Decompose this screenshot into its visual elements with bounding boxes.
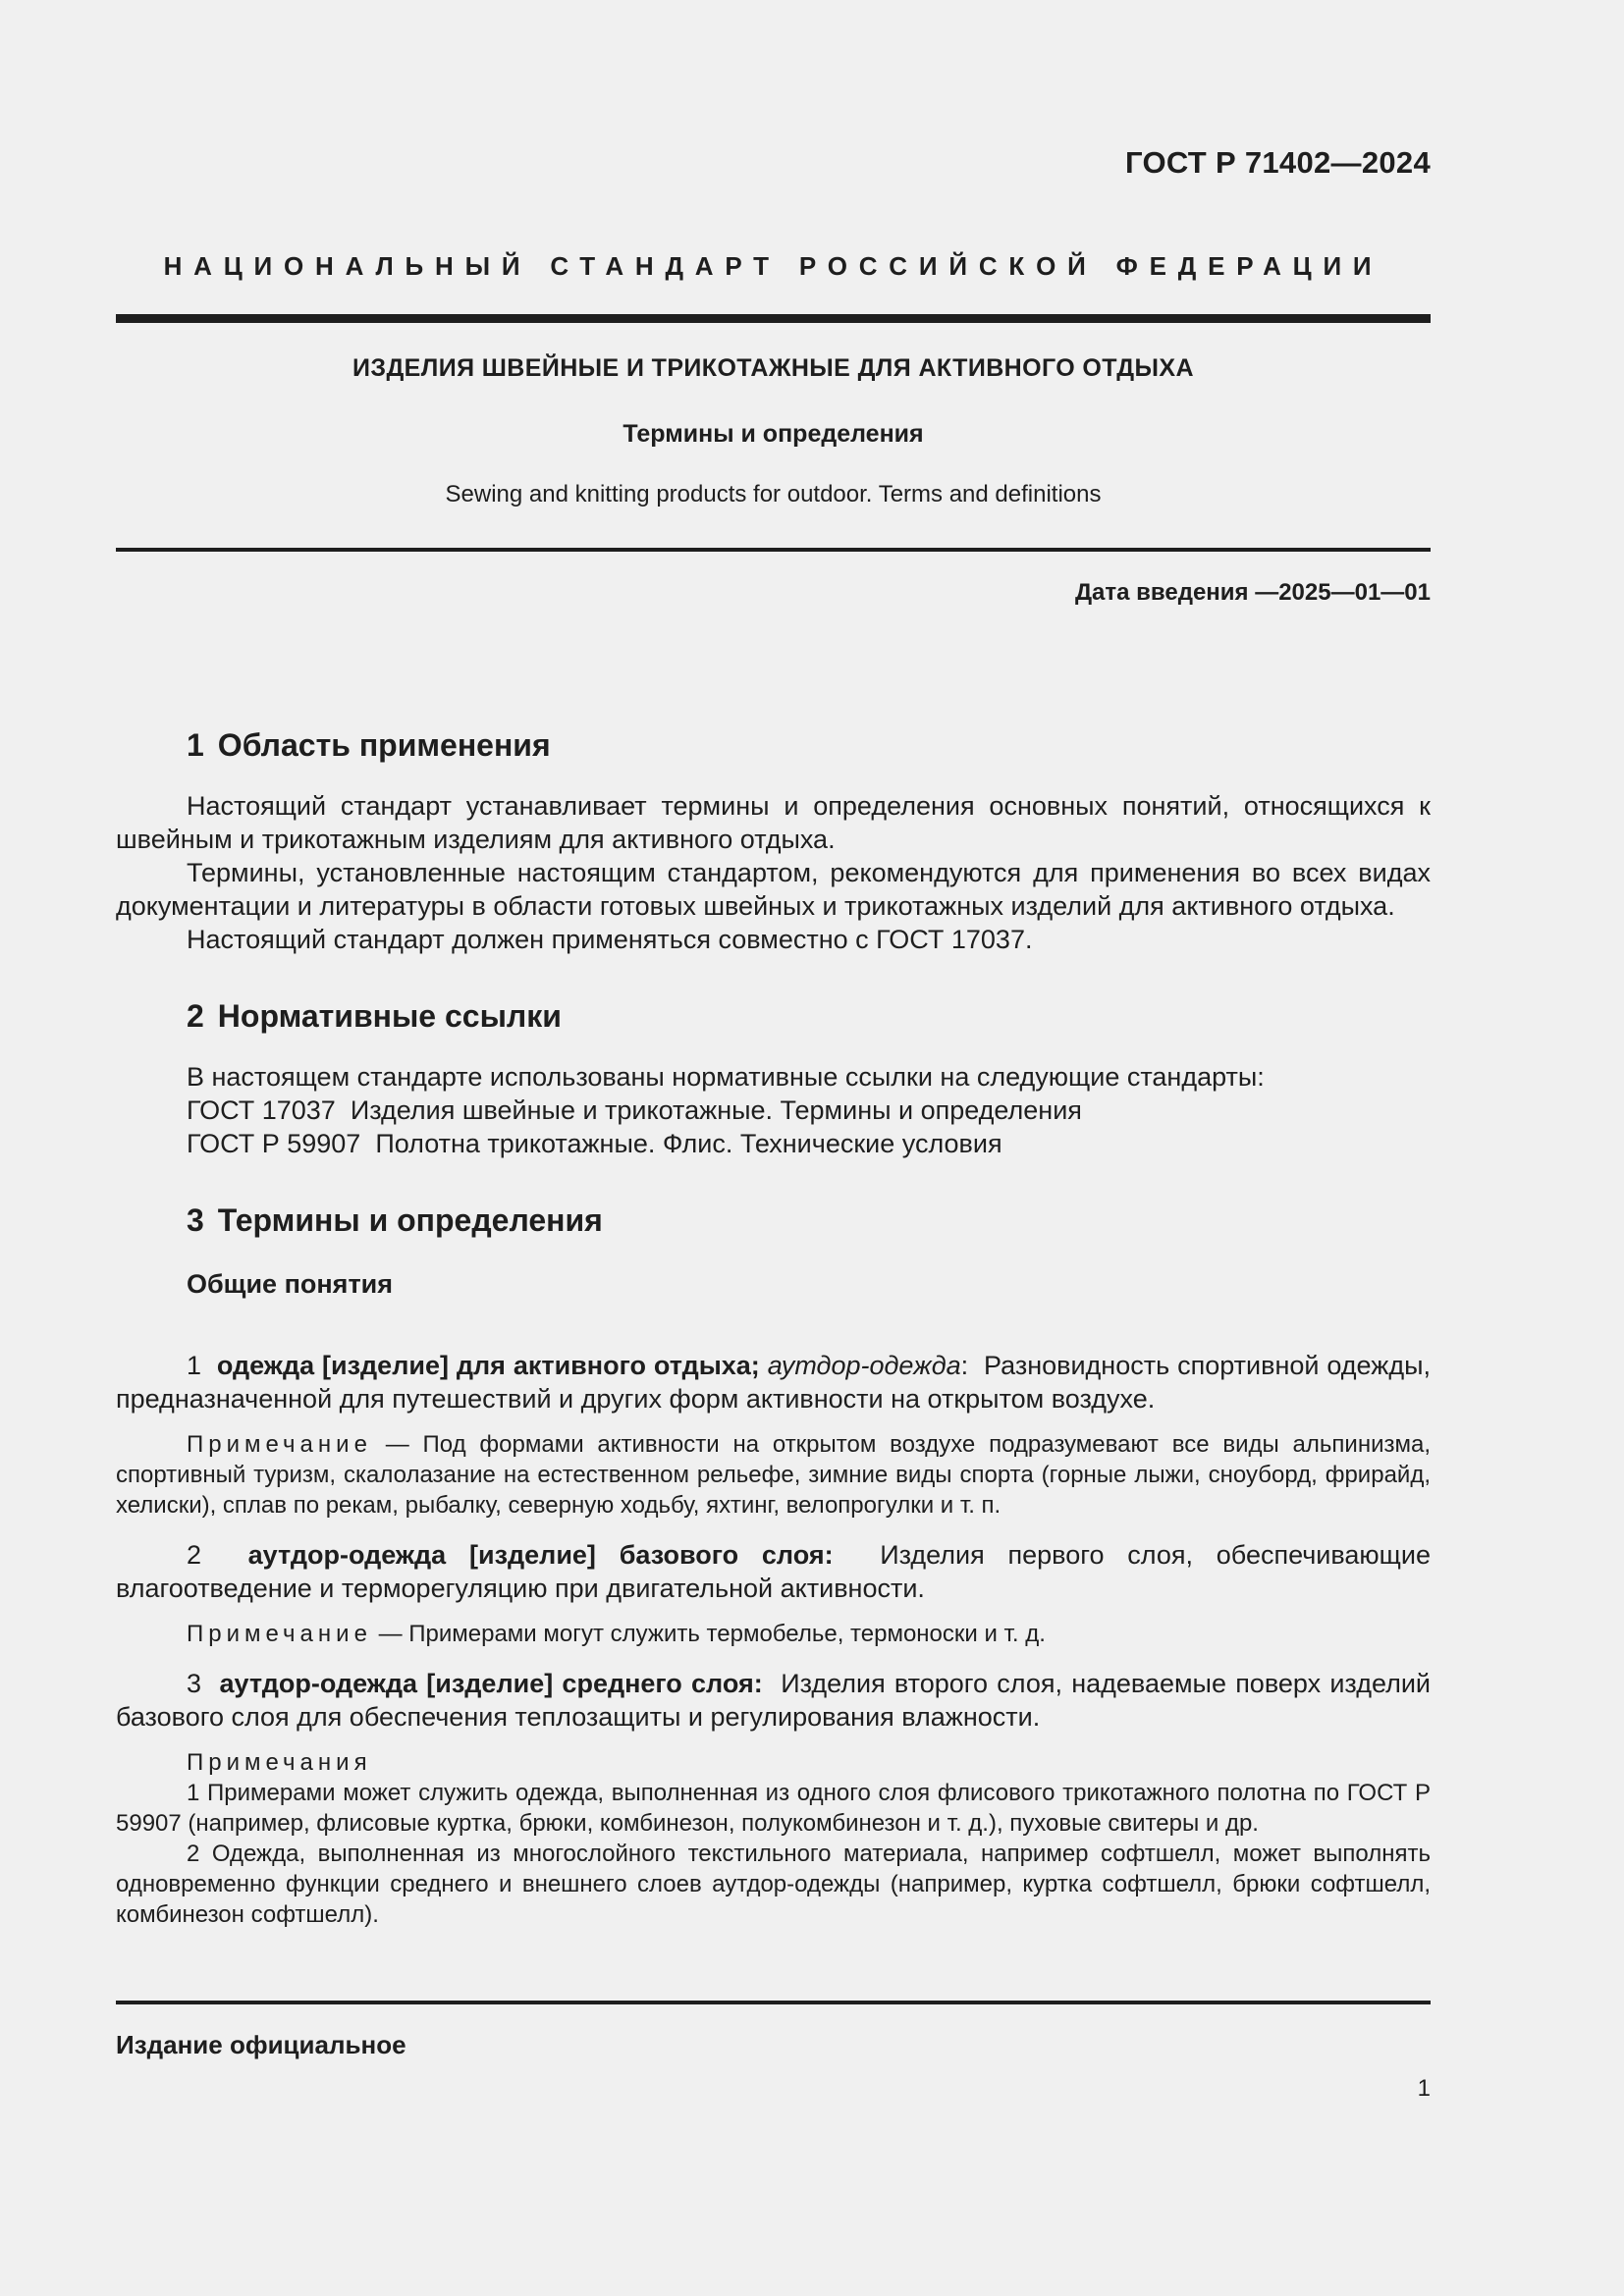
paragraph: Термины, установленные настоящим стандартом, рекомендуются для применения во всех видах документации и литературы в области готовых швейных и трикотажных изделий для активного отдыха. — [116, 858, 1431, 921]
section-number: 2 — [187, 998, 204, 1034]
document-subtitle: Термины и определения — [623, 420, 924, 448]
section-title: Область применения — [217, 727, 551, 763]
section-heading — [187, 993, 1431, 1039]
section-number: 3 — [187, 1202, 204, 1238]
definition-text: Изделия второго слоя, надеваемые поверх изделий базового слоя для обеспечения теплозащиты и регулирования влажности. — [116, 1669, 1431, 1732]
section-title: Термины и определения — [217, 1202, 603, 1238]
footer-rule — [116, 2001, 1431, 2004]
reference-item — [187, 1094, 1431, 1127]
document-body — [116, 722, 1431, 1930]
term-definition — [116, 1538, 1431, 1605]
term-name: одежда [изделие] для активного отдыха; — [216, 1351, 760, 1380]
section-heading — [187, 722, 1431, 768]
term-number: 1 — [187, 1351, 202, 1380]
definition-text: Изделия первого слоя, обеспечивающие влагоотведение и терморегуляцию при двигательной активности. — [116, 1540, 1431, 1603]
reference-code: ГОСТ Р 59907 — [187, 1129, 361, 1158]
term-name: аутдор-одежда [изделие] базового слоя: — [247, 1540, 834, 1570]
reference-item — [187, 1127, 1431, 1160]
reference-title: Полотна трикотажные. Флис. Технические условия — [375, 1129, 1002, 1158]
page-number: 1 — [1417, 2075, 1431, 2102]
note-label: Примечание — [187, 1621, 372, 1647]
term-entry — [116, 1538, 1431, 1649]
title-rule — [116, 548, 1431, 552]
reference-code: ГОСТ 17037 — [187, 1095, 336, 1125]
document-title-english: Sewing and knitting products for outdoor. Terms and definitions — [445, 481, 1102, 507]
term-entry — [116, 1667, 1431, 1930]
note-item: 2 Одежда, выполненная из многослойного текстильного материала, например софтшелл, может выполнять одновременно функции среднего и внешнего слоев аутдор-одежды (например, куртка софтшелл, брюки софтшелл, комбинезон софтшелл). — [116, 1841, 1431, 1928]
section-heading — [187, 1198, 1431, 1243]
term-notes — [116, 1747, 1431, 1930]
definition-text: Разновидность спортивной одежды, предназначенной для путешествий и других форм активности на открытом воздухе. — [116, 1351, 1431, 1414]
notes-label: Примечания — [187, 1749, 372, 1776]
note-text: — Под формами активности на открытом воздухе подразумевают все виды альпинизма, спортивный туризм, скалолазание на естественном рельефе, зимние виды спорта (горные лыжи, сноуборд, фрирайд, хелиски), сплав по рекам, рыбалку, северную ходьбу, яхтинг, велопрогулки и т. п. — [116, 1431, 1431, 1519]
header-rule — [116, 314, 1431, 323]
term-definition: 1 одежда [изделие] для активного отдыха; аутдор-одежда: Разновидность спортивной одежды, предназначенной для путешествий и других форм активности на открытом воздухе. — [116, 1351, 1431, 1414]
paragraph: Настоящий стандарт устанавливает термины и определения основных понятий, относящихся к швейным и трикотажным изделиям для активного отдыха. — [116, 791, 1431, 854]
standard-designation: ГОСТ Р 71402—2024 — [1125, 145, 1431, 180]
term-number: 2 — [187, 1540, 202, 1570]
paragraph: Настоящий стандарт должен применяться совместно с ГОСТ 17037. — [187, 925, 1033, 954]
section-normative-references — [116, 993, 1431, 1160]
note-item: 1 Примерами может служить одежда, выполненная из одного слоя флисового трикотажного полотна по ГОСТ Р 59907 (например, флисовые куртка, брюки, комбинезон, полукомбинезон и т. д.), пуховые свитеры и др. — [116, 1780, 1431, 1837]
official-edition-label: Издание официальное — [116, 2030, 406, 2059]
note-text: — Примерами могут служить термобелье, термоноски и т. д. — [378, 1621, 1046, 1647]
references-intro: В настоящем стандарте использованы нормативные ссылки на следующие стандарты: — [187, 1062, 1265, 1092]
term-name: аутдор-одежда [изделие] среднего слоя: — [219, 1669, 763, 1698]
section-number: 1 — [187, 727, 204, 763]
section-scope — [116, 722, 1431, 956]
document-title: ИЗДЕЛИЯ ШВЕЙНЫЕ И ТРИКОТАЖНЫЕ ДЛЯ АКТИВНОГО ОТДЫХА — [352, 354, 1194, 382]
subsection-heading: Общие понятия — [187, 1269, 394, 1299]
section-terms — [116, 1198, 1431, 1930]
effective-date: Дата введения —2025—01—01 — [1074, 579, 1431, 606]
section-title: Нормативные ссылки — [217, 998, 562, 1034]
term-definition — [116, 1667, 1431, 1734]
reference-title: Изделия швейные и трикотажные. Термины и определения — [350, 1095, 1082, 1125]
term-note — [116, 1619, 1431, 1649]
term-synonym: аутдор-одежда — [767, 1351, 961, 1380]
term-entry — [116, 1349, 1431, 1521]
national-standard-header: НАЦИОНАЛЬНЫЙ СТАНДАРТ РОССИЙСКОЙ ФЕДЕРАЦИИ — [163, 251, 1383, 281]
term-note — [116, 1429, 1431, 1521]
document-page — [116, 0, 1431, 2296]
term-number: 3 — [187, 1669, 202, 1698]
note-label: Примечание — [187, 1431, 372, 1458]
